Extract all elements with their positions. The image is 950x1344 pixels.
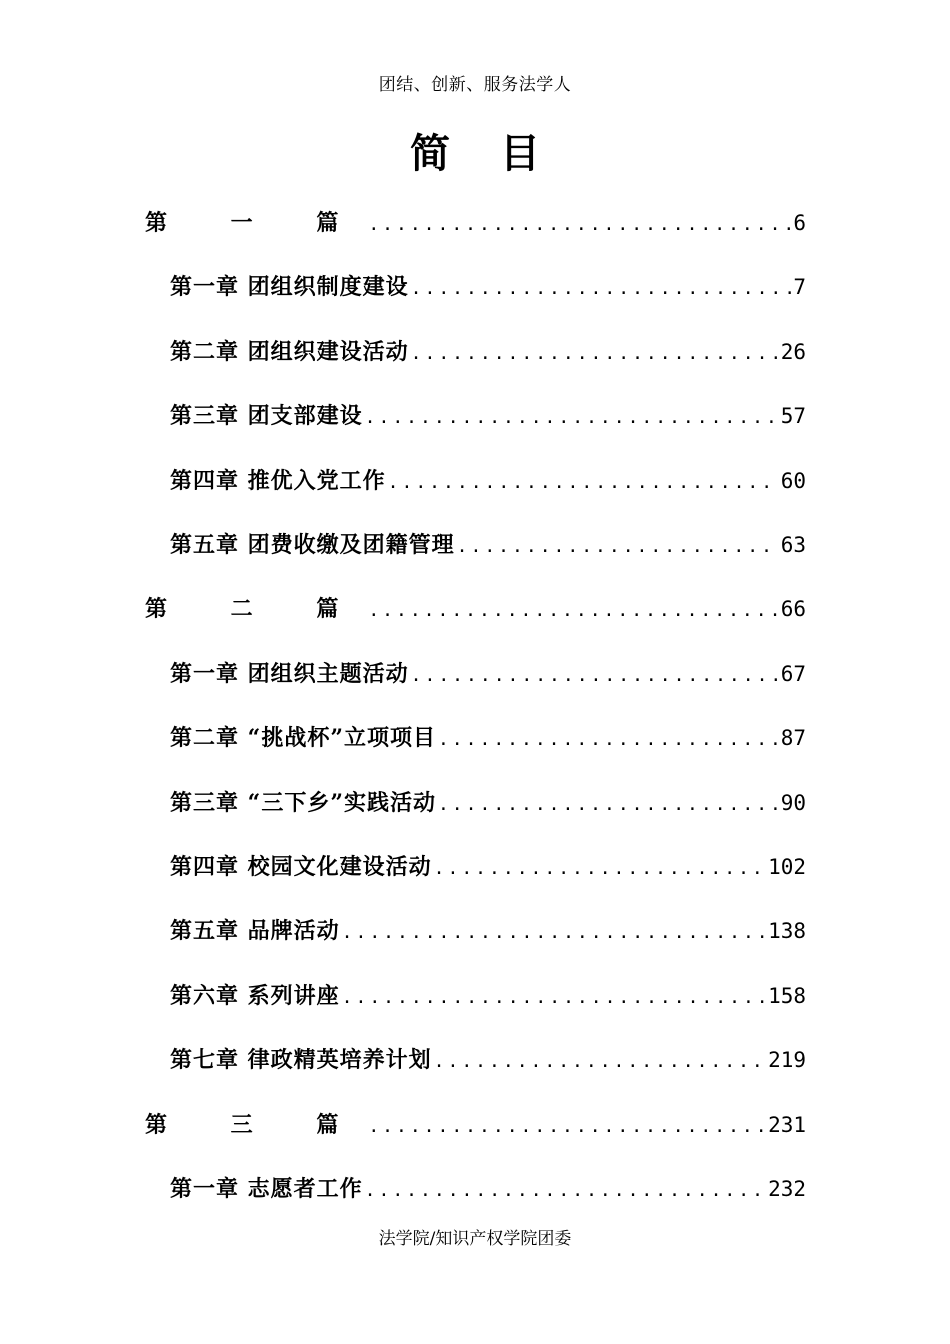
toc-entry-label: 第 三 篇 [145,1111,367,1138]
toc-entry-label: 第一章 团组织制度建设 [170,274,409,301]
toc-dot-leader [342,978,766,1018]
toc-page-number: 6 [793,211,806,235]
toc-page-number: 57 [780,404,806,429]
toc-entry-label: 第五章 团费收缴及团籍管理 [170,532,455,558]
toc-dot-leader [434,1042,766,1082]
toc-entry-label: 第四章 校园文化建设活动 [170,854,432,880]
toc-entry-label: 第四章 推优入党工作 [170,467,386,494]
toc-dot-leader [411,269,792,309]
toc-entry-label: 第 二 篇 [145,596,367,623]
toc-page-number: 26 [780,339,806,364]
toc-dot-leader [368,1107,766,1147]
toc-chapter-entry[interactable] [170,847,806,887]
toc-chapter-entry[interactable] [170,911,806,951]
toc-page-number: 231 [768,1112,806,1137]
toc-page-number: 67 [780,661,806,686]
toc-chapter-entry[interactable] [170,976,806,1016]
toc-chapter-entry[interactable] [170,332,806,372]
toc-dot-leader [438,785,779,825]
toc-page-number: 60 [780,468,806,493]
toc-chapter-entry[interactable] [170,718,806,758]
toc-page-number: 87 [780,726,806,751]
toc-dot-leader [438,720,779,760]
toc-page-number: 7 [793,275,806,300]
toc-chapter-entry[interactable] [170,654,806,694]
toc-entry-label: 第六章 系列讲座 [170,982,340,1009]
toc-page-number: 63 [780,533,806,557]
toc-entry-label: 第五章 品牌活动 [170,918,340,945]
toc-part-entry[interactable] [145,589,806,629]
toc-page-number: 90 [780,790,806,815]
toc-dot-leader [365,1171,766,1211]
toc-dot-leader [411,334,779,374]
toc-dot-leader [368,205,791,245]
toc-part-entry[interactable] [145,203,806,243]
toc-entry-label: 第二章 “挑战杯”立项项目 [170,725,436,752]
toc-entry-label: 第七章 律政精英培养计划 [170,1047,432,1074]
toc-entry-label: 第三章 团支部建设 [170,403,363,430]
toc-chapter-entry[interactable] [170,525,806,565]
toc-chapter-entry[interactable] [170,1169,806,1209]
toc-entry-label: 第一章 志愿者工作 [170,1176,363,1202]
toc-dot-leader [365,398,779,438]
toc-chapter-entry[interactable] [170,783,806,823]
toc-dot-leader [342,913,766,953]
toc-page-number: 66 [780,597,806,622]
toc-entry-label: 第 一 篇 [145,210,367,236]
toc-dot-leader [457,527,779,567]
toc-page-number: 158 [768,983,806,1008]
toc-part-entry[interactable] [145,1105,806,1145]
page-title: 简 目 [410,131,558,177]
toc-dot-leader [434,849,766,889]
toc-chapter-entry[interactable] [170,1040,806,1080]
toc-dot-leader [388,463,779,503]
toc-page-number: 219 [768,1048,806,1073]
toc-chapter-entry[interactable] [170,461,806,501]
toc-dot-leader [411,656,779,696]
toc-entry-label: 第一章 团组织主题活动 [170,660,409,687]
toc-entry-label: 第二章 团组织建设活动 [170,338,409,365]
page-header: 团结、创新、服务法学人 [378,75,572,95]
toc-page-number: 232 [768,1177,806,1201]
toc-dot-leader [368,591,778,631]
toc-page-number: 102 [768,855,806,879]
toc-chapter-entry[interactable] [170,396,806,436]
toc-entry-label: 第三章 “三下乡”实践活动 [170,789,436,816]
toc-page-number: 138 [768,919,806,944]
page-footer: 法学院/知识产权学院团委 [378,1229,572,1249]
toc-chapter-entry[interactable] [170,267,806,307]
